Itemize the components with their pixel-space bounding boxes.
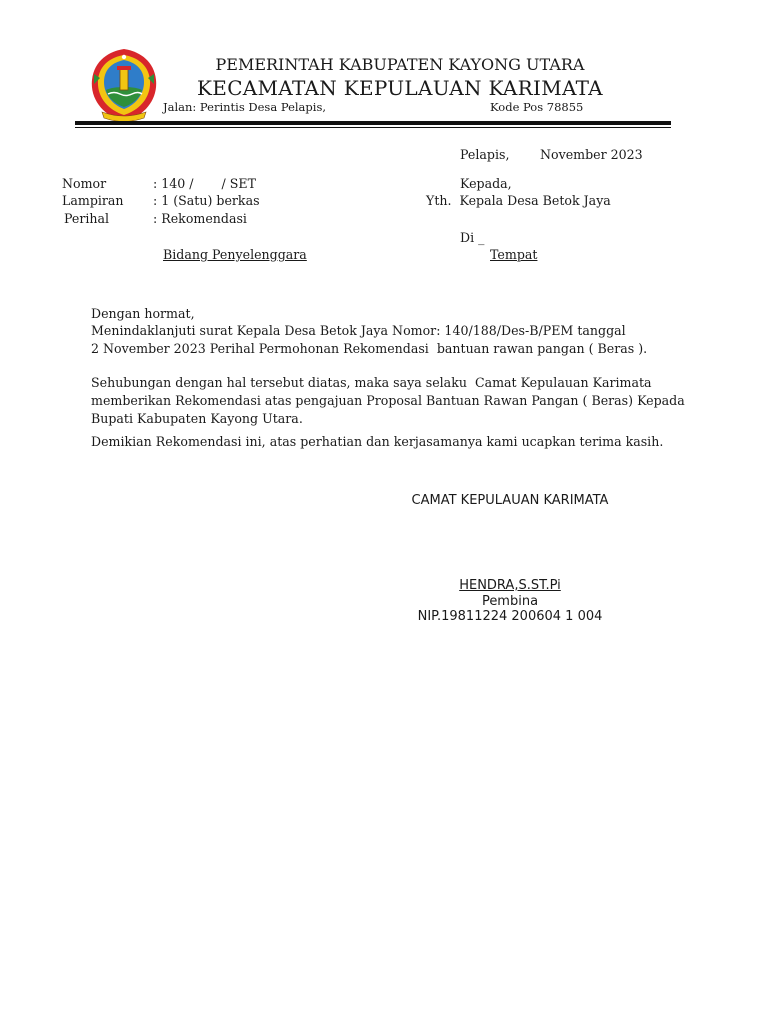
letterhead-rule-thin [75,127,671,128]
header-address: Jalan: Perintis Desa Pelapis, [163,100,326,114]
signatory-rank: Pembina [481,594,539,609]
header-government-line: PEMERINTAH KABUPATEN KAYONG UTARA [215,55,585,74]
paragraph-3-closing: Demikian Rekomendasi ini, atas perhatian dan kerjasamanya kami ucapkan terima kasih. [91,434,664,449]
paragraph-2-line-1: Sehubungan dengan hal tersebut diatas, maka saya selaku Camat Kepulauan Karimata [91,375,652,390]
recipient-di: Di _ [460,230,485,245]
letterhead-rule-thick [75,121,671,125]
lampiran-label: Lampiran [62,193,124,208]
regency-emblem-logo [88,46,160,124]
paragraph-2-line-2: memberikan Rekomendasi atas pengajuan Proposal Bantuan Rawan Pangan ( Beras) Kepada [91,393,685,408]
bidang-label: Bidang Penyelenggara [163,247,307,262]
recipient-tempat: Tempat [490,247,538,262]
signatory-nip: NIP.19811224 200604 1 004 [417,609,603,624]
signature-title: CAMAT KEPULAUAN KARIMATA [411,493,609,508]
perihal-label: Perihal [64,211,110,226]
lampiran-value: : 1 (Satu) berkas [153,193,260,208]
letter-place: Pelapis, [460,147,510,162]
signatory-name-text: HENDRA,S.ST.Pi [459,578,561,593]
nomor-label: Nomor [62,176,107,191]
recipient-yth: Yth. Kepala Desa Betok Jaya [426,193,611,208]
header-postal-code: Kode Pos 78855 [490,100,584,114]
paragraph-1-line-1: Menindaklanjuti surat Kepala Desa Betok Jaya Nomor: 140/188/Des-B/PEM tanggal [91,323,626,338]
nomor-value: : 140 / / SET [153,176,257,191]
letter-date: November 2023 [540,147,643,162]
perihal-value: : Rekomendasi [153,211,247,226]
paragraph-2-line-3: Bupati Kabupaten Kayong Utara. [91,411,303,426]
paragraph-1-line-2: 2 November 2023 Perihal Permohonan Rekomendasi bantuan rawan pangan ( Beras ). [91,341,648,356]
header-district-line: KECAMATAN KEPULAUAN KARIMATA [197,76,603,100]
recipient-kepada: Kepada, [460,176,512,191]
salutation: Dengan hormat, [91,306,195,321]
signatory-name [350,578,670,593]
